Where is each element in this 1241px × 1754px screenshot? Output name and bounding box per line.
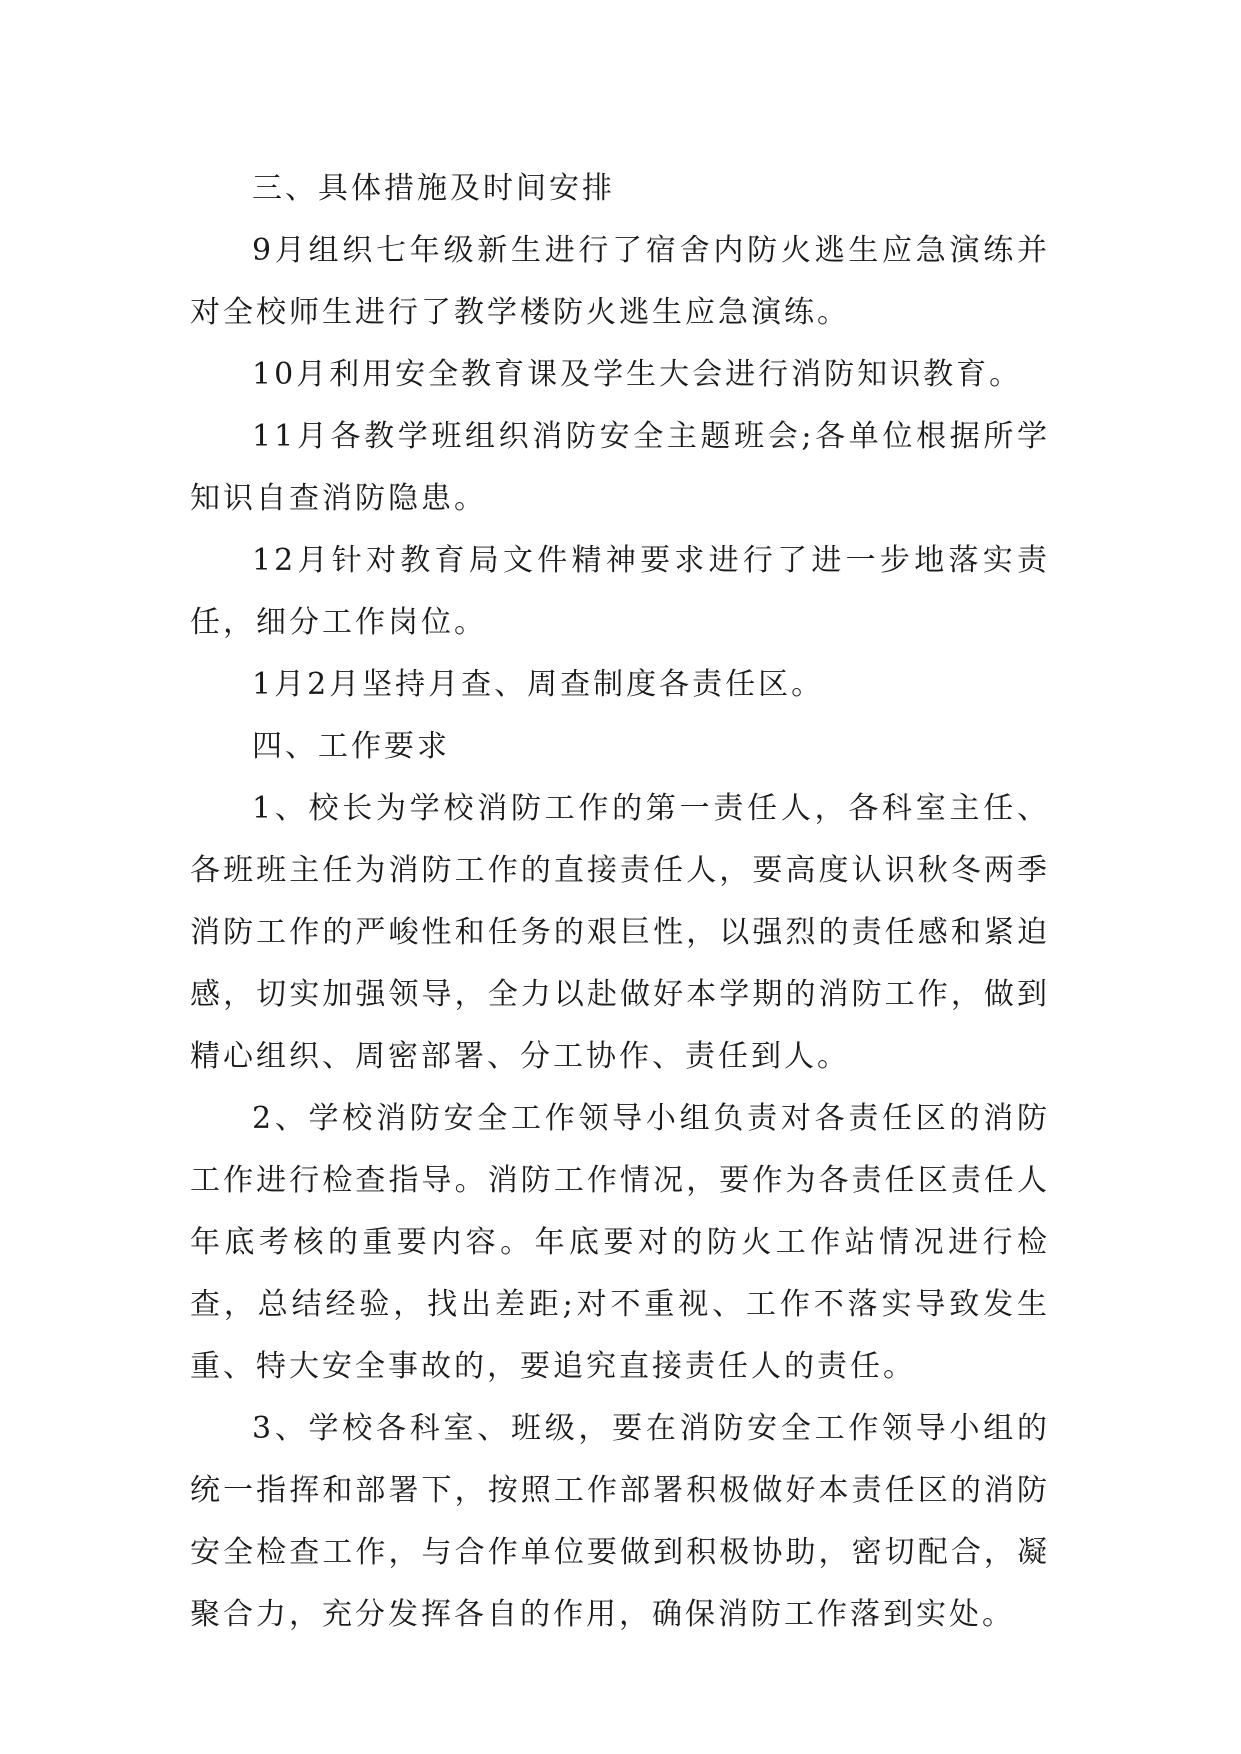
document-body <box>190 158 1050 1646</box>
section-heading-requirements: 四、工作要求 <box>252 729 450 764</box>
paragraph-requirement-3: 3、学校各科室、班级，要在消防安全工作领导小组的统一指挥和部署下，按照工作部署积极做好本责任区的消防安全检查工作，与合作单位要做到积极协助，密切配合，凝聚合力，充分发挥各自的作用，确保消防工作落到实处。 <box>190 1411 1050 1632</box>
paragraph-january-february: 1月2月坚持月查、周查制度各责任区。 <box>252 667 825 702</box>
section-heading-measures: 三、具体措施及时间安排 <box>252 171 615 206</box>
paragraph-november: 11月各教学班组织消防安全主题班会;各单位根据所学知识自查消防隐患。 <box>190 419 1050 516</box>
paragraph-october: 10月利用安全教育课及学生大会进行消防知识教育。 <box>252 357 1023 392</box>
paragraph-december: 12月针对教育局文件精神要求进行了进一步地落实责任，细分工作岗位。 <box>190 543 1050 640</box>
paragraph-requirement-2: 2、学校消防安全工作领导小组负责对各责任区的消防工作进行检查指导。消防工作情况，要作为各责任区责任人年底考核的重要内容。年底要对的防火工作站情况进行检查，总结经验，找出差距;对不重视、工作不落实导致发生重、特大安全事故的，要追究直接责任人的责任。 <box>190 1101 1050 1384</box>
paragraph-september: 9月组织七年级新生进行了宿舍内防火逃生应急演练并对全校师生进行了教学楼防火逃生应急演练。 <box>190 233 1050 330</box>
paragraph-requirement-1: 1、校长为学校消防工作的第一责任人，各科室主任、各班班主任为消防工作的直接责任人，要高度认识秋冬两季消防工作的严峻性和任务的艰巨性，以强烈的责任感和紧迫感，切实加强领导，全力以赴做好本学期的消防工作，做到精心组织、周密部署、分工协作、责任到人。 <box>190 791 1050 1074</box>
